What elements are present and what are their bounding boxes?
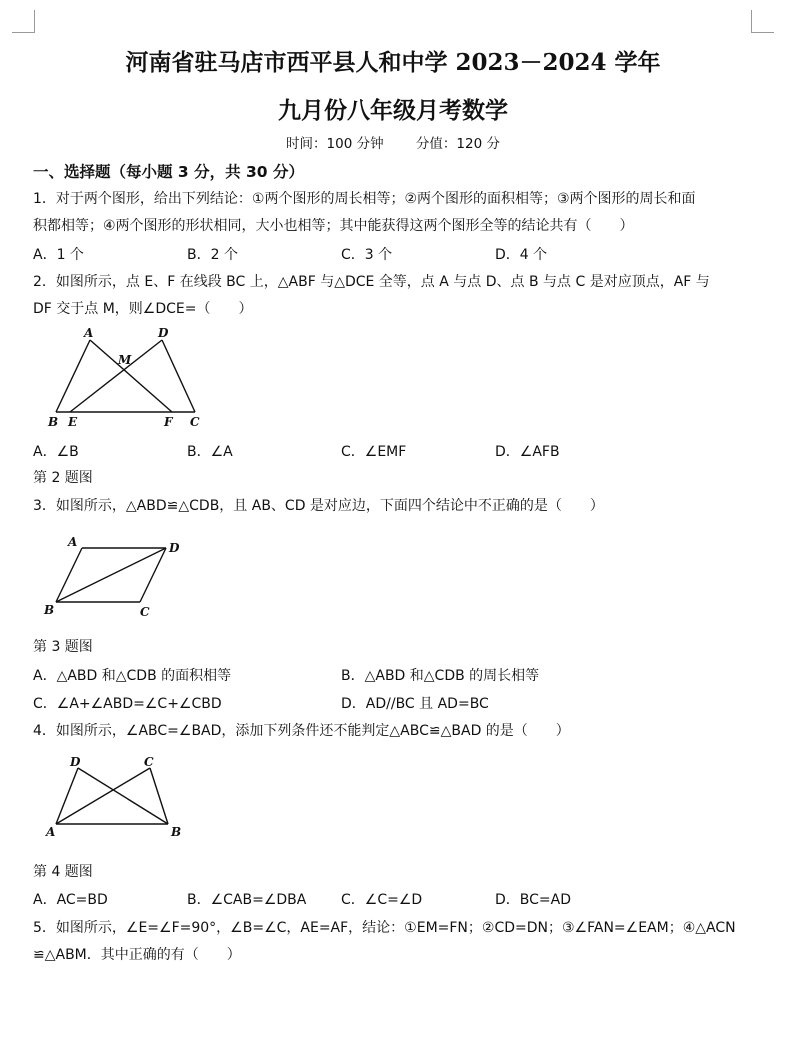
- section-heading: 一、选择题（每小题 3 分，共 30 分）: [33, 163, 304, 181]
- q3-option-a: A．△ABD 和△CDB 的面积相等: [33, 668, 232, 684]
- q2-caption: 第 2 题图: [33, 470, 93, 486]
- q2-option-a: A．∠B: [33, 444, 79, 460]
- q4-text-line1: 4．如图所示，∠ABC=∠BAD，添加下列条件还不能判定△ABC≌△BAD 的是（ ）: [33, 723, 570, 739]
- q3-option-c: C．∠A+∠ABD=∠C+∠CBD: [33, 696, 222, 712]
- q4-option-b: B．∠CAB=∠DBA: [187, 892, 307, 908]
- q4-label-c: C: [144, 755, 154, 769]
- q2-label-b: B: [48, 415, 59, 429]
- q4-label-d: D: [70, 755, 81, 769]
- q3-label-c: C: [140, 605, 150, 619]
- q2-text-line2: DF 交于点 M，则∠DCE=（ ）: [33, 301, 253, 317]
- q4-segment-bd: [78, 768, 168, 824]
- q2-option-b: B．∠A: [187, 444, 233, 460]
- q3-segment-ab: [56, 548, 82, 602]
- exam-score: 分值：120 分: [415, 136, 500, 152]
- q3-option-d: D．AD//BC 且 AD=BC: [341, 696, 489, 712]
- q5-text-line2: ≌△ABM．其中正确的有（ ）: [33, 947, 241, 963]
- q4-option-c: C．∠C=∠D: [341, 892, 423, 908]
- q3-text-line1: 3．如图所示，△ABD≌△CDB，且 AB、CD 是对应边，下面四个结论中不正确的是（ ）: [33, 498, 604, 514]
- q2-figure: [40, 324, 215, 432]
- q2-segment-dc: [162, 340, 195, 412]
- q4-segment-ad: [56, 768, 78, 824]
- crop-mark-top-left: [12, 10, 35, 33]
- q2-label-e: E: [68, 415, 78, 429]
- exam-title-line2: 九月份八年级月考数学: [278, 97, 508, 124]
- q2-label-c: C: [190, 415, 200, 429]
- q3-segment-cd: [140, 548, 166, 602]
- exam-meta: [0, 132, 786, 152]
- q4-option-a: A．AC=BD: [33, 892, 108, 908]
- q3-label-d: D: [169, 541, 180, 555]
- exam-title-line1: 河南省驻马店市西平县人和中学 2023－2024 学年: [125, 49, 661, 76]
- q1-option-b: B．2 个: [187, 247, 238, 263]
- q4-label-b: B: [171, 825, 182, 839]
- q2-option-c: C．∠EMF: [341, 444, 407, 460]
- q5-text-line1: 5．如图所示，∠E=∠F=90°，∠B=∠C，AE=AF，结论：①EM=FN；②CD=DN；③∠FAN=∠EAM；④△ACN: [33, 920, 736, 936]
- q1-option-c: C．3 个: [341, 247, 393, 263]
- q2-text-line1: 2．如图所示，点 E、F 在线段 BC 上，△ABF 与△DCE 全等，点 A 与点 D、点 B 与点 C 是对应顶点，AF 与: [33, 274, 710, 290]
- crop-mark-top-right: [751, 10, 774, 33]
- q3-label-b: B: [44, 603, 55, 617]
- q2-segment-af: [90, 340, 172, 412]
- q4-option-d: D．BC=AD: [495, 892, 572, 908]
- q4-caption: 第 4 题图: [33, 864, 93, 880]
- q2-label-d: D: [158, 326, 169, 340]
- q2-segment-ed: [70, 340, 162, 412]
- q2-label-f: F: [164, 415, 173, 429]
- q1-text-line1: 1．对于两个图形，给出下列结论：①两个图形的周长相等；②两个图形的面积相等；③两个图形的周长和面: [33, 191, 696, 207]
- q2-label-a: A: [84, 326, 94, 340]
- q4-segment-bc: [150, 768, 168, 824]
- q1-text-line2: 积都相等；④两个图形的形状相同，大小也相等；其中能获得这两个图形全等的结论共有（ ）: [33, 218, 634, 234]
- q3-label-a: A: [68, 535, 78, 549]
- q2-option-d: D．∠AFB: [495, 444, 560, 460]
- q1-option-a: A．1 个: [33, 247, 84, 263]
- q3-caption: 第 3 题图: [33, 639, 93, 655]
- q4-label-a: A: [46, 825, 56, 839]
- q4-figure: [38, 752, 188, 844]
- q2-label-m: M: [118, 353, 132, 367]
- exam-time: 时间：100 分钟: [286, 136, 384, 152]
- q1-option-d: D．4 个: [495, 247, 548, 263]
- q3-segment-bd: [56, 548, 166, 602]
- q3-option-b: B．△ABD 和△CDB 的周长相等: [341, 668, 540, 684]
- q4-segment-ac: [56, 768, 150, 824]
- q3-figure: [36, 532, 196, 622]
